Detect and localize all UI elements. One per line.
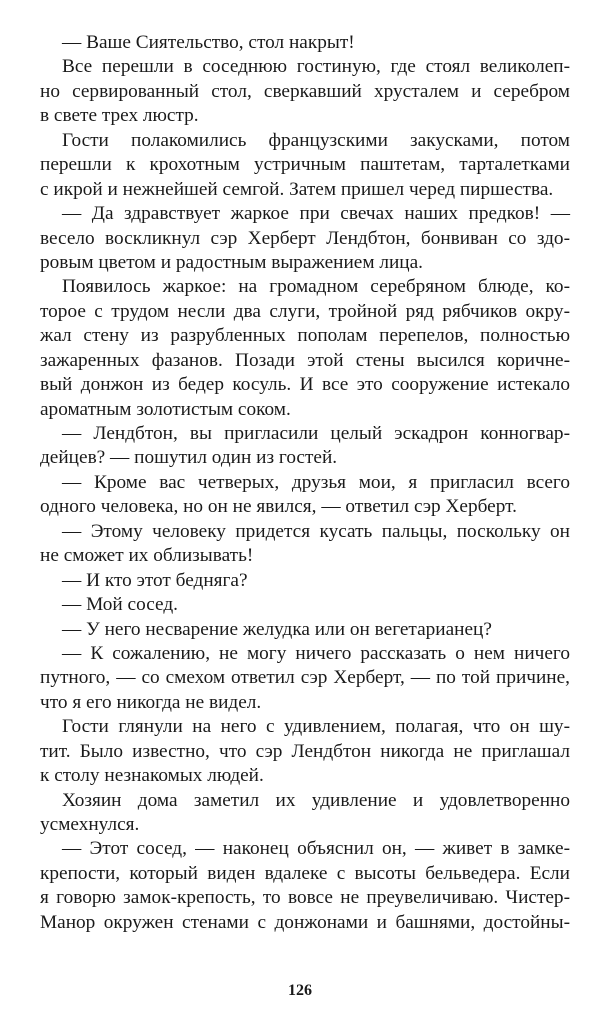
text-line: крепости, который виден вдалеке с высоты бельведера. Если bbox=[40, 862, 570, 884]
text-line: — И кто этот бедняга? bbox=[62, 569, 248, 591]
body-text bbox=[40, 31, 570, 935]
text-line: в свете трех люстр. bbox=[40, 105, 199, 127]
text-line: ровым цветом и радостным выражением лица. bbox=[40, 251, 423, 273]
text-line: Хозяин дома заметил их удивление и удовлетворенно bbox=[62, 789, 570, 811]
text-line: — Кроме вас четверых, друзья мои, я пригласил всего bbox=[62, 471, 570, 493]
text-line: — Да здравствует жаркое при свечах наших предков! — bbox=[62, 203, 570, 225]
text-line: тит. Было известно, что сэр Лендбтон никогда не приглашал bbox=[40, 740, 570, 762]
text-line: — Этот сосед, — наконец объяснил он, — живет в замке- bbox=[62, 838, 570, 860]
text-line: дейцев? — пошутил один из гостей. bbox=[40, 447, 338, 469]
text-line: путного, — со смехом ответил сэр Херберт, — по той причине, bbox=[40, 667, 570, 689]
text-line: зажаренных фазанов. Позади этой стены высился коричне- bbox=[40, 349, 570, 371]
text-line: жал стену из разрубленных пополам перепелов, полностью bbox=[40, 325, 570, 347]
text-line: — Ваше Сиятельство, стол накрыт! bbox=[62, 32, 355, 53]
text-line: перешли к крохотным устричным паштетам, тарталетками bbox=[40, 154, 570, 176]
text-line: вый донжон из бедер косуль. И все это сооружение истекало bbox=[40, 374, 570, 396]
page-number: 126 bbox=[288, 982, 312, 999]
text-line: — Лендбтон, вы пригласили целый эскадрон конногвар- bbox=[62, 423, 570, 444]
text-line: усмехнулся. bbox=[40, 814, 140, 835]
text-line: одного человека, но он не явился, — ответил сэр Херберт. bbox=[40, 496, 517, 518]
text-line: — У него несварение желудка или он вегетарианец? bbox=[62, 618, 492, 640]
text-line: Появилось жаркое: на громадном серебряном блюде, ко- bbox=[62, 276, 570, 298]
text-line: не сможет их облизывать! bbox=[40, 545, 254, 567]
text-line: ароматным золотистым соком. bbox=[40, 398, 291, 420]
text-line: Все перешли в соседнюю гостиную, где стоял великолеп- bbox=[62, 56, 570, 78]
text-line: но сервированный стол, сверкавший хрусталем и серебром bbox=[40, 80, 570, 102]
text-line: к столу незнакомых людей. bbox=[40, 765, 264, 787]
text-line: Манор окружен стенами с донжонами и башнями, достойны- bbox=[40, 911, 570, 933]
text-line: торое с трудом несли два слуги, тройной ряд рябчиков окру- bbox=[40, 300, 570, 322]
text-line: — Мой сосед. bbox=[62, 594, 178, 616]
text-line: Гости полакомились французскими закусками, потом bbox=[62, 129, 570, 151]
text-line: с икрой и нежнейшей семгой. Затем пришел черед пиршества. bbox=[40, 178, 554, 200]
text-line: — Этому человеку придется кусать пальцы, поскольку он bbox=[62, 520, 570, 542]
text-line: весело воскликнул сэр Херберт Лендбтон, бонвиван со здо- bbox=[40, 227, 570, 249]
text-line: что я его никогда не видел. bbox=[40, 691, 262, 713]
text-line: я говорю замок-крепость, то вовсе не преувеличиваю. Чистер- bbox=[40, 887, 570, 909]
text-line: Гости глянули на него с удивлением, полагая, что он шу- bbox=[62, 716, 570, 738]
text-line: — К сожалению, не могу ничего рассказать о нем ничего bbox=[62, 642, 570, 664]
